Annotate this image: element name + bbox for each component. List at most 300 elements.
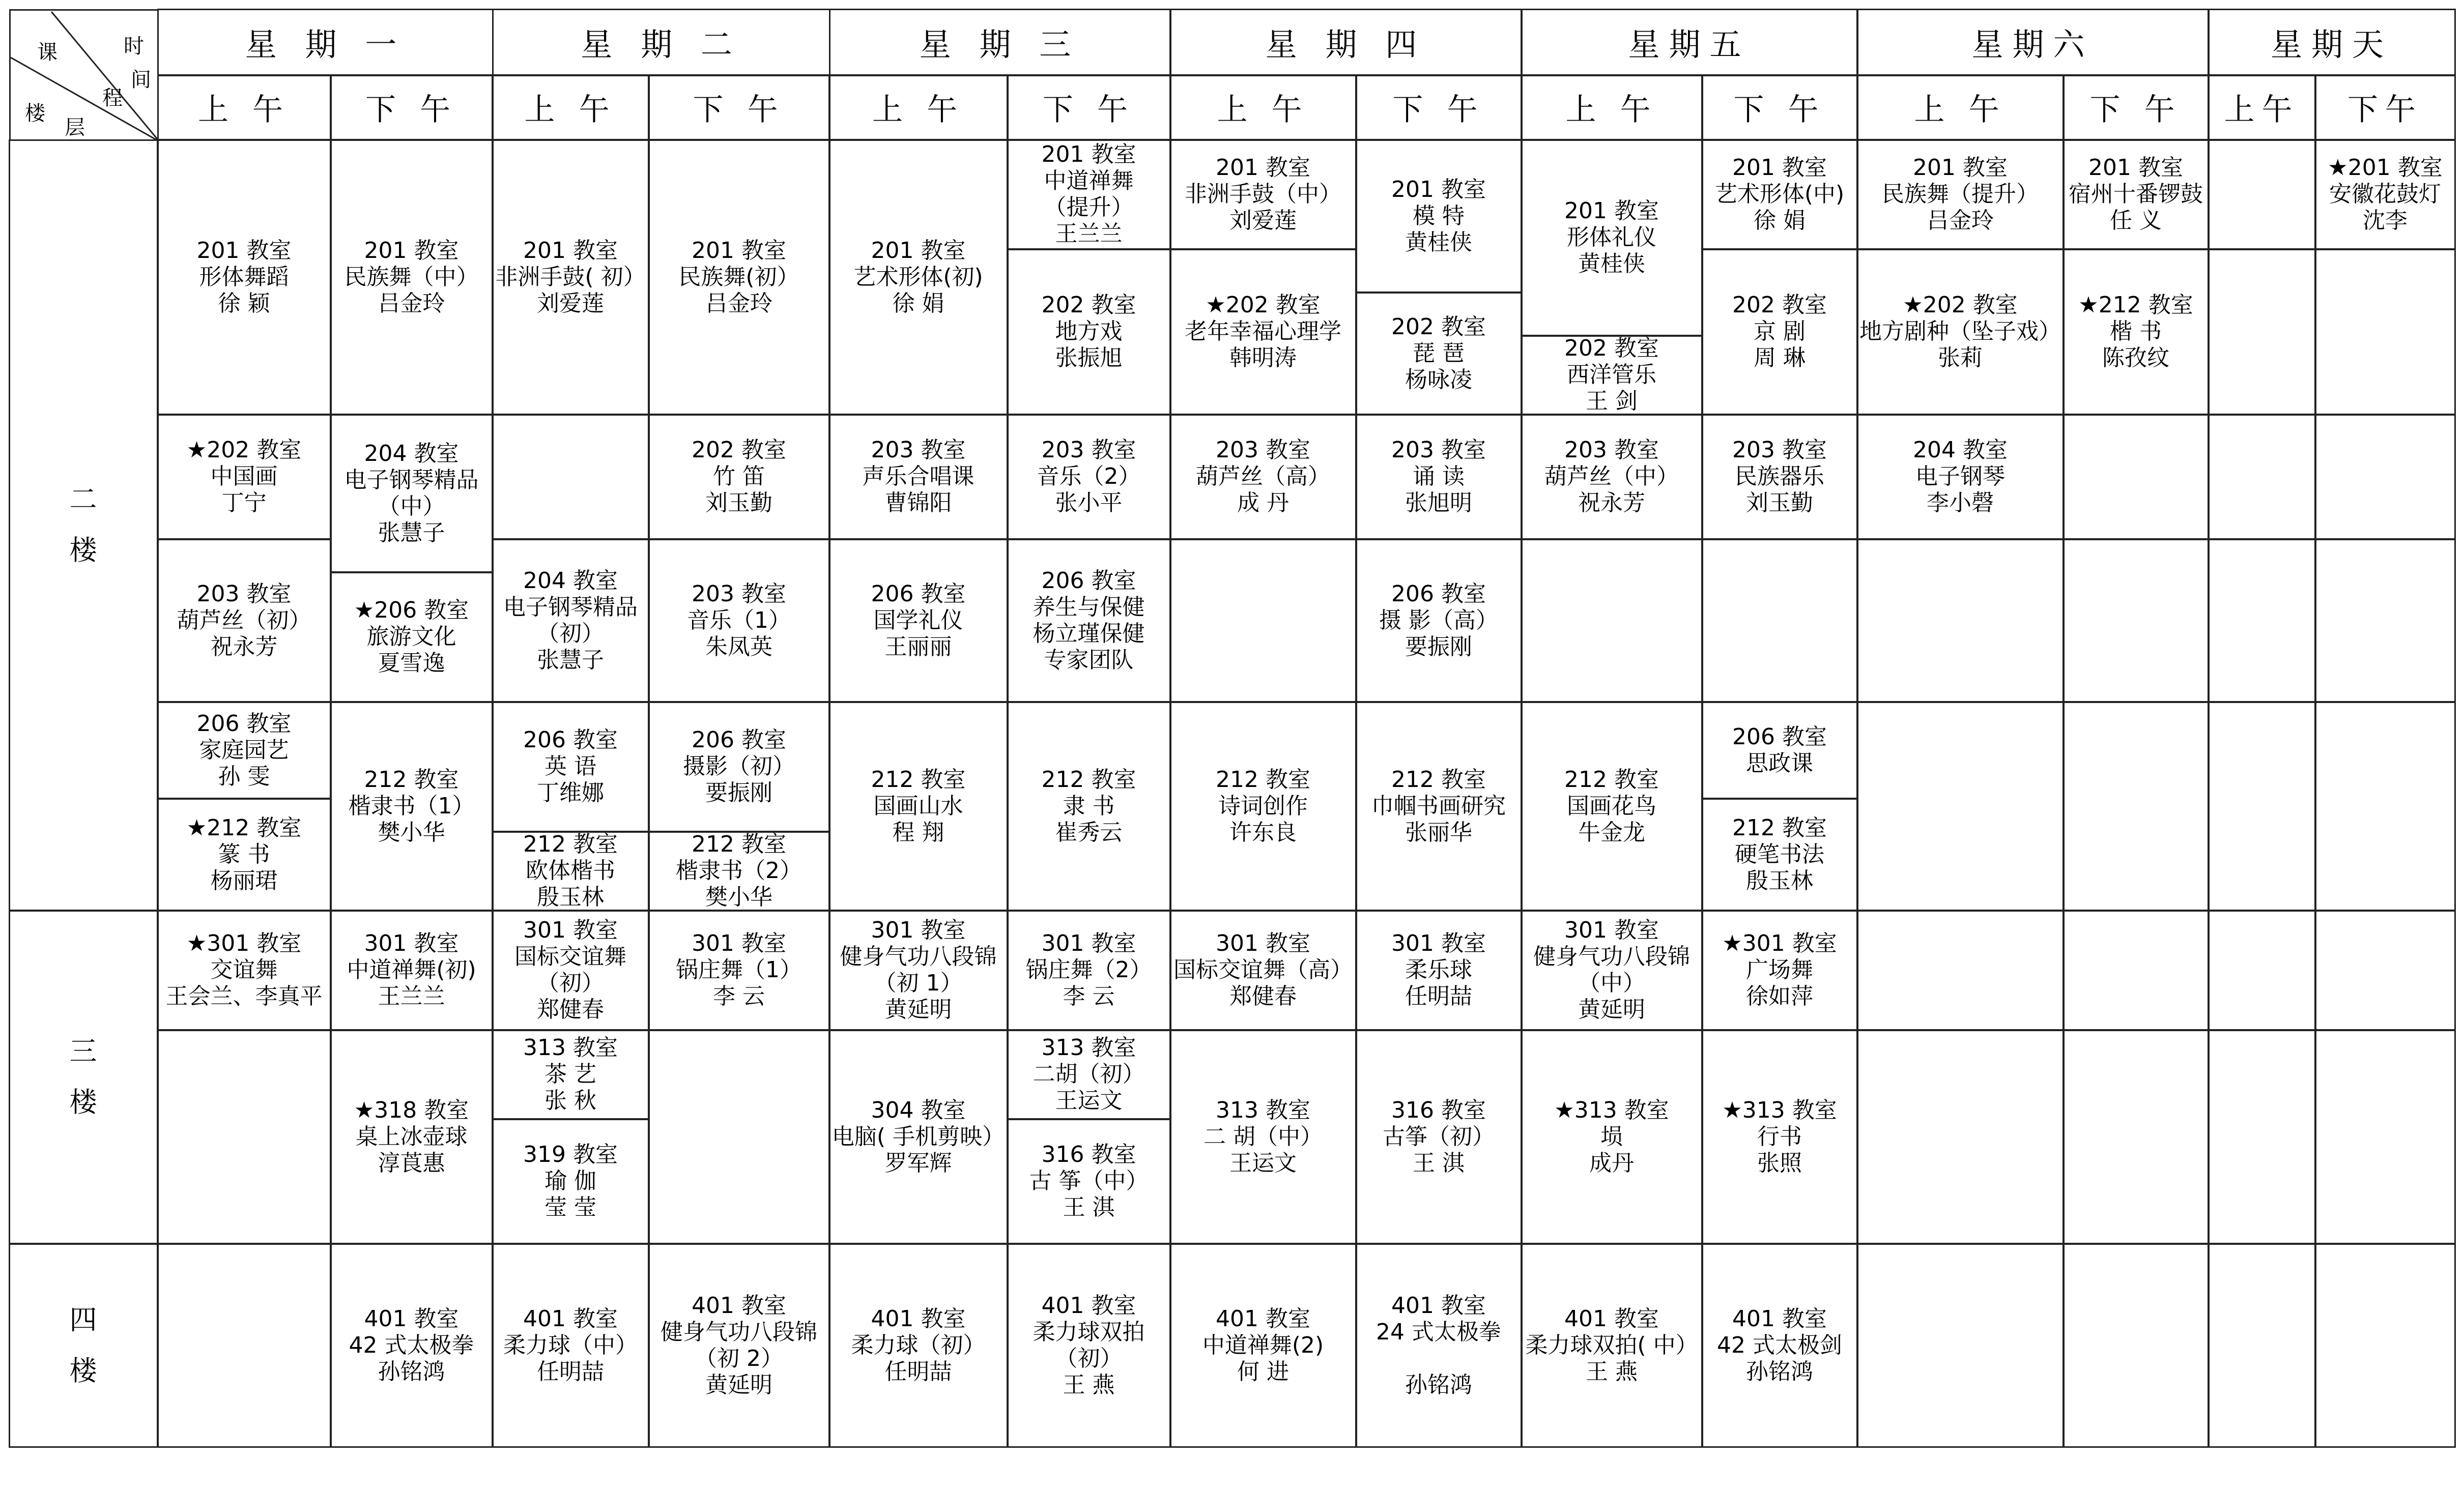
- empty-cell: [1170, 539, 1357, 703]
- classroom-label: 401 教室: [871, 1305, 966, 1332]
- teacher-name: 黄桂侠: [1405, 229, 1472, 255]
- course-name: 摄 影（高）: [1379, 607, 1498, 633]
- floor-label-char: 二: [69, 483, 97, 515]
- classroom-label: 201 教室: [196, 237, 292, 264]
- day-header-cell: [829, 9, 1171, 76]
- classroom-label: 401 教室: [1041, 1292, 1136, 1319]
- teacher-name: 王 剑: [1586, 388, 1638, 414]
- teacher-name: 祝永芳: [1578, 490, 1645, 516]
- course-name: 楷隶书（2）: [676, 858, 802, 884]
- course-cell: [1356, 292, 1522, 415]
- classroom-label: 203 教室: [1564, 437, 1659, 463]
- teacher-name: 杨丽珺: [210, 867, 278, 894]
- course-cell: [1521, 335, 1703, 415]
- corner-label-shi: 时: [124, 35, 144, 58]
- course-cell: [1702, 249, 1858, 415]
- teacher-name: 沈李: [2363, 208, 2408, 233]
- day-label: 星 期 二: [581, 26, 741, 63]
- teacher-name: 张丽华: [1405, 819, 1472, 845]
- course-cell: [1007, 539, 1171, 703]
- course-name: 古筝（初）: [1383, 1123, 1495, 1150]
- course-cell: [492, 702, 649, 832]
- classroom-label: 212 教室: [1564, 766, 1659, 793]
- course-cell: [1007, 1030, 1171, 1120]
- day-header-cell: [1170, 9, 1522, 76]
- half-day-label: 下 午: [365, 92, 458, 128]
- course-name: 42 式太极剑: [1717, 1332, 1842, 1358]
- course-name: 交谊舞: [210, 957, 278, 983]
- course-name: 瑜 伽: [545, 1168, 596, 1194]
- teacher-name: 王会兰、李真平: [165, 983, 323, 1009]
- course-name: （初）: [537, 970, 604, 996]
- classroom-label: 401 教室: [1732, 1305, 1827, 1332]
- course-cell: [829, 139, 1008, 415]
- teacher-name: 任 义: [2110, 208, 2162, 233]
- course-cell: [1170, 910, 1357, 1031]
- classroom-label: ★206 教室: [354, 597, 469, 623]
- half-day-header-cell: [2208, 75, 2316, 140]
- teacher-name: 张照: [1757, 1150, 1802, 1176]
- course-name: 声乐合唱课: [862, 463, 975, 489]
- course-cell: [829, 1030, 1008, 1244]
- classroom-label: 201 教室: [1391, 176, 1486, 202]
- course-name: 非洲手鼓( 初）: [495, 264, 646, 290]
- course-name: 非洲手鼓（中）: [1185, 181, 1341, 207]
- classroom-label: 201 教室: [692, 237, 786, 264]
- day-label: 星期六: [1971, 26, 2094, 63]
- course-cell: [1521, 702, 1703, 911]
- course-name: 楷 书: [2110, 318, 2162, 344]
- course-cell: [157, 910, 331, 1031]
- empty-cell: [2208, 539, 2316, 703]
- classroom-label: 202 教室: [1041, 292, 1136, 318]
- course-name: 葫芦丝（初）: [177, 607, 311, 633]
- course-cell: [1521, 1243, 1703, 1448]
- course-name: 模 特: [1413, 202, 1465, 229]
- course-cell: [492, 1243, 649, 1448]
- classroom-label: 201 教室: [871, 237, 966, 264]
- course-cell: [2315, 139, 2456, 250]
- classroom-label: 212 教室: [692, 831, 786, 857]
- course-name: 杨立瑾保健: [1033, 620, 1145, 647]
- course-name: 锅庄舞（1）: [676, 957, 802, 983]
- course-name: 音乐（1）: [687, 607, 791, 633]
- course-name: 广场舞: [1746, 957, 1813, 983]
- teacher-name: 何 进: [1237, 1358, 1289, 1385]
- course-cell: [157, 139, 331, 415]
- half-day-header-cell: [648, 75, 830, 140]
- empty-cell: [2208, 249, 2316, 415]
- teacher-name: 黄延明: [705, 1371, 772, 1398]
- half-day-label: 上 午: [197, 92, 291, 128]
- course-cell: [157, 798, 331, 911]
- classroom-label: ★301 教室: [186, 930, 302, 956]
- classroom-label: 212 教室: [364, 766, 459, 793]
- teacher-name: 刘爱莲: [537, 290, 604, 316]
- course-name: 葫芦丝（中）: [1544, 463, 1679, 489]
- classroom-label: 313 教室: [1041, 1035, 1136, 1061]
- empty-cell: [2208, 1030, 2316, 1244]
- course-cell: [648, 414, 830, 540]
- classroom-label: 202 教室: [692, 437, 786, 463]
- half-day-label: 上 午: [872, 92, 965, 128]
- course-name: 锅庄舞（2）: [1025, 957, 1152, 983]
- course-cell: [648, 910, 830, 1031]
- classroom-label: 201 教室: [1564, 198, 1659, 224]
- classroom-label: ★202 教室: [1206, 292, 1321, 318]
- teacher-name: 朱凤英: [705, 633, 772, 660]
- classroom-label: 301 教室: [1216, 930, 1310, 956]
- course-cell: [492, 1119, 649, 1244]
- classroom-label: 304 教室: [871, 1097, 966, 1123]
- classroom-label: 401 教室: [1391, 1292, 1486, 1319]
- classroom-label: 301 教室: [1041, 930, 1136, 956]
- teacher-name: 要振刚: [1405, 633, 1472, 660]
- course-name: （初）: [1055, 1345, 1123, 1371]
- floor-label-char: 楼: [69, 1354, 97, 1387]
- classroom-label: 201 教室: [2088, 155, 2183, 181]
- classroom-label: 212 教室: [871, 766, 966, 793]
- empty-cell: [2063, 1243, 2209, 1448]
- teacher-name: 刘玉勤: [1746, 490, 1813, 516]
- teacher-name: 许东良: [1229, 819, 1297, 845]
- classroom-label: 401 教室: [1216, 1305, 1310, 1332]
- teacher-name: 吕金玲: [1927, 208, 1994, 233]
- classroom-label: 201 教室: [364, 237, 459, 264]
- half-day-header-cell: [1857, 75, 2064, 140]
- classroom-label: 301 教室: [1391, 930, 1486, 956]
- empty-cell: [2208, 702, 2316, 911]
- course-name: 国标交谊舞: [514, 944, 626, 970]
- course-cell: [829, 702, 1008, 911]
- course-name: 电子钢琴精品: [503, 594, 638, 620]
- teacher-name: 刘玉勤: [705, 490, 772, 516]
- course-cell: [1170, 1030, 1357, 1244]
- teacher-name: 王兰兰: [1055, 221, 1123, 247]
- classroom-label: 206 教室: [1041, 567, 1136, 594]
- classroom-label: ★212 教室: [2078, 292, 2193, 318]
- course-name: 埙: [1600, 1123, 1623, 1150]
- course-name: 健身气功八段锦: [840, 944, 997, 970]
- teacher-name: 张旭明: [1405, 490, 1472, 516]
- classroom-label: 206 教室: [196, 710, 292, 737]
- classroom-label: 316 教室: [1391, 1097, 1486, 1123]
- course-name: 国画花鸟: [1567, 793, 1656, 819]
- course-name: 中国画: [210, 463, 278, 489]
- corner-label-ceng: 层: [65, 116, 85, 139]
- course-cell: [1521, 139, 1703, 336]
- day-label: 星 期 三: [919, 26, 1080, 63]
- course-cell: [648, 539, 830, 703]
- course-cell: [648, 702, 830, 832]
- half-day-header-cell: [330, 75, 493, 140]
- course-name: 电脑( 手机剪映）: [832, 1123, 1005, 1150]
- course-cell: [1702, 798, 1858, 911]
- teacher-name: 黄延明: [884, 997, 952, 1023]
- empty-cell: [2063, 414, 2209, 540]
- floor-label-char: 三: [69, 1035, 97, 1067]
- course-cell: [1170, 702, 1357, 911]
- course-cell: [648, 831, 830, 911]
- course-name: 茶 艺: [545, 1061, 596, 1087]
- teacher-name: 殷玉林: [1746, 867, 1813, 894]
- course-name: 柔力球双拍: [1033, 1319, 1145, 1345]
- half-day-header-cell: [829, 75, 1008, 140]
- teacher-name: 孙铭鸿: [1405, 1371, 1472, 1398]
- classroom-label: 316 教室: [1041, 1142, 1136, 1167]
- course-name: 民族器乐: [1735, 463, 1824, 489]
- course-name: 二胡（初）: [1033, 1061, 1145, 1087]
- half-day-label: 上午: [2224, 92, 2300, 128]
- empty-cell: [1857, 910, 2064, 1031]
- course-cell: [1356, 1243, 1522, 1448]
- course-cell: [1007, 414, 1171, 540]
- teacher-name: 崔秀云: [1055, 819, 1123, 845]
- course-name: 二 胡（中）: [1204, 1123, 1323, 1150]
- teacher-name: 张慧子: [378, 519, 445, 546]
- teacher-name: 孙铭鸿: [1746, 1358, 1813, 1385]
- classroom-label: 206 教室: [871, 580, 966, 607]
- course-cell: [330, 910, 493, 1031]
- empty-cell: [2063, 702, 2209, 911]
- classroom-label: 201 教室: [1216, 155, 1310, 181]
- course-name: 摄影（初）: [683, 753, 795, 779]
- day-header-cell: [492, 9, 830, 76]
- empty-cell: [157, 1243, 331, 1448]
- empty-cell: [2315, 1030, 2456, 1244]
- course-cell: [330, 572, 493, 703]
- course-cell: [1170, 139, 1357, 250]
- course-cell: [829, 414, 1008, 540]
- course-cell: [157, 702, 331, 799]
- course-name: 音乐（2）: [1037, 463, 1141, 489]
- corner-label-cheng: 程: [102, 86, 123, 110]
- teacher-name: 淳莨惠: [378, 1150, 445, 1176]
- half-day-label: 上 午: [1217, 92, 1309, 128]
- course-cell: [648, 139, 830, 415]
- course-cell: [1356, 139, 1522, 293]
- course-name: 健身气功八段锦: [661, 1319, 817, 1345]
- course-name: 艺术形体(初): [853, 264, 983, 290]
- day-header-cell: [2208, 9, 2456, 76]
- teacher-name: 任明喆: [884, 1358, 952, 1385]
- day-label: 星 期 四: [1265, 26, 1426, 63]
- teacher-name: 曹锦阳: [884, 490, 952, 516]
- course-cell: [492, 539, 649, 703]
- course-cell: [1702, 139, 1858, 250]
- teacher-name: 殷玉林: [537, 884, 604, 910]
- classroom-label: ★202 教室: [1903, 292, 2018, 318]
- floor-label-cell: [9, 1243, 158, 1448]
- teacher-name: 任明喆: [537, 1358, 604, 1385]
- classroom-label: ★201 教室: [2328, 155, 2443, 181]
- course-cell: [157, 414, 331, 540]
- teacher-name: 王 淇: [1413, 1150, 1465, 1176]
- course-name: 老年幸福心理学: [1185, 318, 1341, 344]
- course-cell: [157, 539, 331, 703]
- course-cell: [1857, 249, 2064, 415]
- course-name: 京 剧: [1754, 318, 1806, 344]
- classroom-label: 201 教室: [1041, 141, 1136, 167]
- course-name: 竹 笛: [713, 463, 765, 489]
- course-cell: [492, 831, 649, 911]
- course-name: 民族舞（提升）: [1882, 181, 2039, 207]
- empty-cell: [648, 1030, 830, 1244]
- course-name: 中道禅舞(初): [347, 957, 476, 983]
- empty-cell: [1857, 1243, 2064, 1448]
- course-cell: [492, 910, 649, 1031]
- empty-cell: [2315, 910, 2456, 1031]
- half-day-header-cell: [1521, 75, 1703, 140]
- classroom-label: ★212 教室: [186, 814, 302, 841]
- teacher-name: 李 云: [1063, 983, 1115, 1009]
- course-cell: [1007, 702, 1171, 911]
- half-day-label: 上 午: [1565, 92, 1658, 128]
- course-name: 健身气功八段锦: [1533, 944, 1690, 970]
- empty-cell: [2315, 702, 2456, 911]
- course-name: 古 筝（中）: [1029, 1168, 1149, 1194]
- course-name: 地方戏: [1055, 318, 1123, 344]
- course-cell: [1702, 910, 1858, 1031]
- classroom-label: 201 教室: [1913, 155, 2008, 181]
- teacher-name: 成丹: [1589, 1150, 1634, 1176]
- teacher-name: 罗军辉: [884, 1150, 952, 1176]
- classroom-label: 202 教室: [1564, 335, 1659, 361]
- course-cell: [1356, 910, 1522, 1031]
- course-cell: [2063, 139, 2209, 250]
- course-name: 家庭园艺: [199, 737, 289, 763]
- half-day-label: 下 午: [1733, 92, 1826, 128]
- classroom-label: 313 教室: [1216, 1097, 1310, 1123]
- floor-label-cell: [9, 139, 158, 911]
- classroom-label: 204 教室: [1913, 437, 2008, 463]
- teacher-name: 丁维娜: [537, 780, 604, 806]
- empty-cell: [1702, 539, 1858, 703]
- floor-label-cell: [9, 910, 158, 1244]
- course-name: （初）: [537, 620, 604, 647]
- classroom-label: 203 教室: [1216, 437, 1310, 463]
- classroom-label: 401 教室: [364, 1305, 459, 1332]
- empty-cell: [2208, 414, 2316, 540]
- course-name: 巾帼书画研究: [1371, 793, 1506, 819]
- empty-cell: [1521, 539, 1703, 703]
- course-cell: [330, 702, 493, 911]
- course-cell: [492, 139, 649, 415]
- half-day-label: 下 午: [2089, 92, 2182, 128]
- teacher-name: 王运文: [1229, 1150, 1297, 1176]
- half-day-header-cell: [1007, 75, 1171, 140]
- corner-label-jian: 间: [131, 68, 151, 92]
- teacher-name: 孙铭鸿: [378, 1358, 445, 1385]
- classroom-label: 202 教室: [1732, 292, 1827, 318]
- empty-cell: [2315, 249, 2456, 415]
- classroom-label: 301 教室: [1564, 917, 1659, 943]
- day-header-cell: [157, 9, 494, 76]
- course-cell: [1007, 249, 1171, 415]
- half-day-header-cell: [157, 75, 331, 140]
- course-name: 诵 读: [1413, 463, 1465, 489]
- course-cell: [648, 1243, 830, 1448]
- classroom-label: 203 教室: [196, 580, 292, 607]
- teacher-name: 郑健春: [1229, 983, 1297, 1009]
- floor-label-char: 楼: [69, 1086, 97, 1118]
- classroom-label: 204 教室: [523, 567, 618, 594]
- course-cell: [1521, 1030, 1703, 1244]
- teacher-name: 樊小华: [378, 819, 445, 845]
- course-name: 地方剧种（坠子戏）: [1859, 318, 2061, 344]
- teacher-name: 张 秋: [545, 1088, 596, 1114]
- teacher-name: 周 琳: [1754, 345, 1806, 371]
- course-cell: [1170, 249, 1357, 415]
- course-name: 养生与保健: [1033, 594, 1145, 620]
- empty-cell: [2315, 1243, 2456, 1448]
- half-day-label: 下午: [2347, 92, 2423, 128]
- teacher-name: 樊小华: [705, 884, 772, 910]
- teacher-name: 徐如萍: [1746, 983, 1813, 1009]
- teacher-name: 夏雪逸: [378, 650, 445, 676]
- course-name: 行书: [1757, 1123, 1802, 1150]
- classroom-label: 203 教室: [1732, 437, 1827, 463]
- course-cell: [1521, 414, 1703, 540]
- empty-cell: [2063, 539, 2209, 703]
- classroom-label: 313 教室: [523, 1035, 618, 1061]
- course-name: 安徽花鼓灯: [2329, 181, 2441, 207]
- corner-label-lou: 楼: [25, 102, 45, 125]
- course-name: 英 语: [545, 753, 596, 779]
- teacher-name: 思政课: [1746, 750, 1813, 776]
- course-cell: [330, 1030, 493, 1244]
- course-name: 国画山水: [873, 793, 963, 819]
- teacher-name: 张小平: [1055, 490, 1123, 516]
- course-name: 宿州十番锣鼓: [2069, 181, 2203, 207]
- course-cell: [1356, 414, 1522, 540]
- empty-cell: [2063, 910, 2209, 1031]
- classroom-label: 201 教室: [1732, 155, 1827, 181]
- course-name: 国标交谊舞（高）: [1173, 957, 1353, 983]
- teacher-name: 黄延明: [1578, 997, 1645, 1023]
- course-name: 形体舞蹈: [199, 264, 289, 290]
- corner-label-ke: 课: [37, 41, 58, 64]
- classroom-label: ★313 教室: [1554, 1097, 1669, 1123]
- course-cell: [1521, 910, 1703, 1031]
- empty-cell: [2063, 1030, 2209, 1244]
- course-cell: [330, 1243, 493, 1448]
- half-day-header-cell: [2315, 75, 2456, 140]
- course-name: （初 1）: [874, 970, 963, 996]
- course-cell: [1702, 702, 1858, 799]
- course-name: （提升）: [1044, 194, 1134, 220]
- half-day-label: 下 午: [693, 92, 785, 128]
- classroom-label: 301 教室: [364, 930, 459, 956]
- half-day-label: 下 午: [1392, 92, 1485, 128]
- empty-cell: [157, 1030, 331, 1244]
- classroom-label: 212 教室: [1216, 766, 1310, 793]
- course-name: 柔乐球: [1405, 957, 1472, 983]
- classroom-label: 203 教室: [1041, 437, 1136, 463]
- teacher-name: 王兰兰: [378, 983, 445, 1009]
- classroom-label: 301 教室: [692, 930, 786, 956]
- teacher-name: 要振刚: [705, 780, 772, 806]
- course-cell: [1702, 1243, 1858, 1448]
- course-name: 葫芦丝（高）: [1196, 463, 1330, 489]
- empty-cell: [1857, 702, 2064, 911]
- course-name: 西洋管乐: [1567, 362, 1656, 388]
- teacher-name: 王 淇: [1063, 1194, 1115, 1220]
- empty-cell: [492, 414, 649, 540]
- course-name: （初 2）: [695, 1345, 783, 1371]
- half-day-header-cell: [492, 75, 649, 140]
- course-name: [1435, 1346, 1442, 1372]
